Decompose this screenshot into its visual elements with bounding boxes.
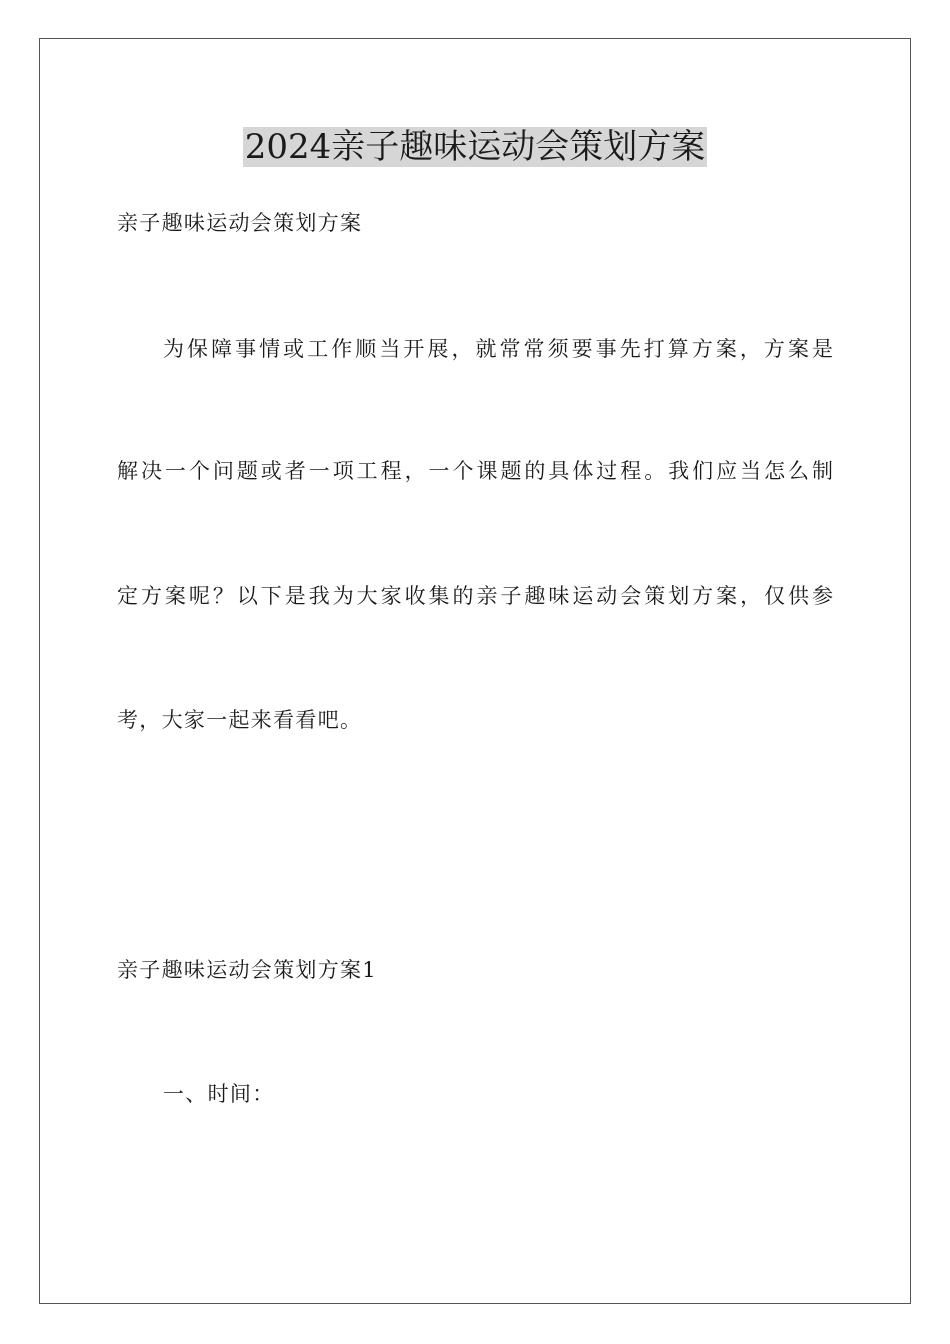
intro-line-3: 定方案呢？以下是我为大家收集的亲子趣味运动会策划方案，仅供参 [117,584,833,608]
document-title [0,124,950,170]
intro-line-1: 为保障事情或工作顺当开展，就常常须要事先打算方案，方案是 [163,337,833,361]
intro-line-4: 考，大家一起来看看吧。 [117,708,363,732]
document-title-text: 2024亲子趣味运动会策划方案 [244,127,706,167]
section-title: 亲子趣味运动会策划方案1 [117,958,377,982]
item-heading: 一、时间： [163,1082,275,1106]
document-subtitle: 亲子趣味运动会策划方案 [117,211,363,235]
intro-line-2: 解决一个问题或者一项工程，一个课题的具体过程。我们应当怎么制 [117,459,833,483]
